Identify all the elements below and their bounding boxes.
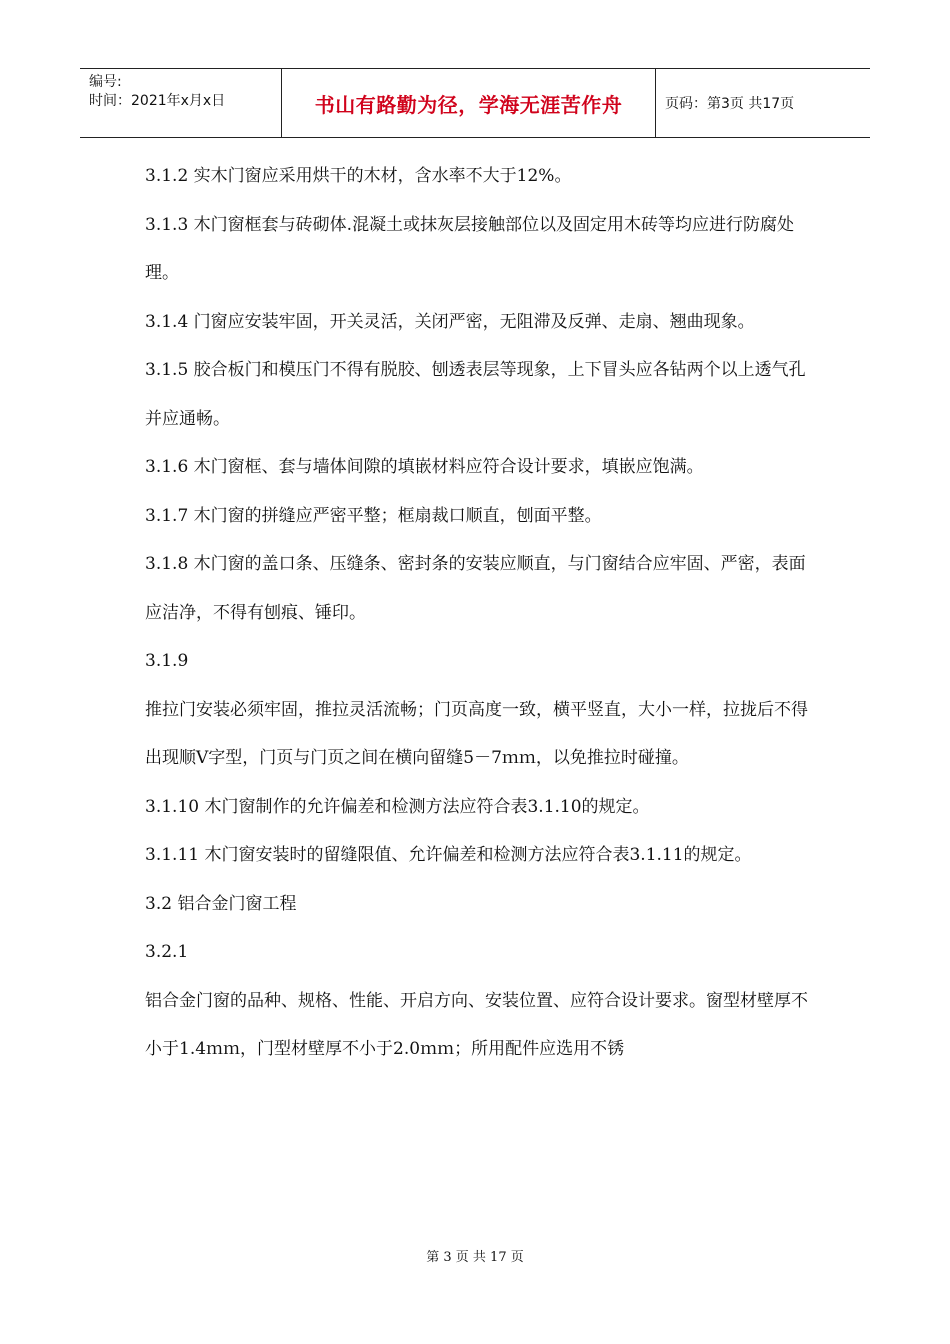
header-page-label: 页码：第3页 共17页: [665, 96, 795, 112]
page-footer: 第 3 页 共 17 页: [426, 1250, 524, 1265]
paragraph: 3.1.7 木门窗的拼缝应严密平整；框扇裁口顺直，刨面平整。: [145, 505, 602, 526]
header-page-cell: [656, 69, 870, 137]
paragraph: 推拉门安装必须牢固，推拉灵活流畅；门页高度一致，横平竖直，大小一样，拉拢后不得出现顺Ⅴ字型，门页与门页之间在横向留缝5－7ｍｍ，以免推拉时碰撞。: [145, 699, 808, 768]
paragraph: 3.1.2 实木门窗应采用烘干的木材，含水率不大于12%。: [145, 166, 572, 186]
paragraph: 3.2.1: [145, 942, 189, 962]
paragraph: 3.1.4 门窗应安装牢固，开关灵活，关闭严密，无阻滞及反弹、走扇、翘曲现象。: [145, 311, 755, 332]
paragraph: 3.1.10 木门窗制作的允许偏差和检测方法应符合表3.1.10的规定。: [145, 796, 650, 817]
paragraph: 3.1.8 木门窗的盖口条、压缝条、密封条的安装应顺直，与门窗结合应牢固、严密，表面应洁净，不得有刨痕、锤印。: [145, 554, 806, 623]
header-motto-cell: [282, 69, 656, 137]
paragraph: 3.1.6 木门窗框、套与墙体间隙的填嵌材料应符合设计要求，填嵌应饱满。: [145, 457, 704, 477]
paragraph: 3.1.5 胶合板门和模压门不得有脱胶、刨透表层等现象，上下冒头应各钻两个以上透气孔并应通畅。: [145, 360, 806, 429]
page-header: [80, 68, 870, 138]
paragraph: 3.1.11 木门窗安装时的留缝限值、允许偏差和检测方法应符合表3.1.11的规定。: [145, 845, 752, 865]
header-meta-cell: [80, 69, 282, 137]
document-body: [145, 152, 815, 1074]
document-number-label: 编号:: [89, 74, 122, 90]
paragraph: 铝合金门窗的品种、规格、性能、开启方向、安装位置、应符合设计要求。窗型材壁厚不小于1.4ｍｍ，门型材壁厚不小于2.0ｍｍ；所用配件应选用不锈: [145, 990, 808, 1059]
section-heading: 3.2 铝合金门窗工程: [145, 893, 297, 914]
document-date-label: 时间：2021年x月x日: [89, 93, 226, 109]
header-motto: 书山有路勤为径，学海无涯苦作舟: [314, 92, 623, 117]
paragraph: 3.1.9: [145, 651, 189, 671]
paragraph: 3.1.3 木门窗框套与砖砌体.混凝土或抹灰层接触部位以及固定用木砖等均应进行防腐处理。: [145, 214, 795, 283]
